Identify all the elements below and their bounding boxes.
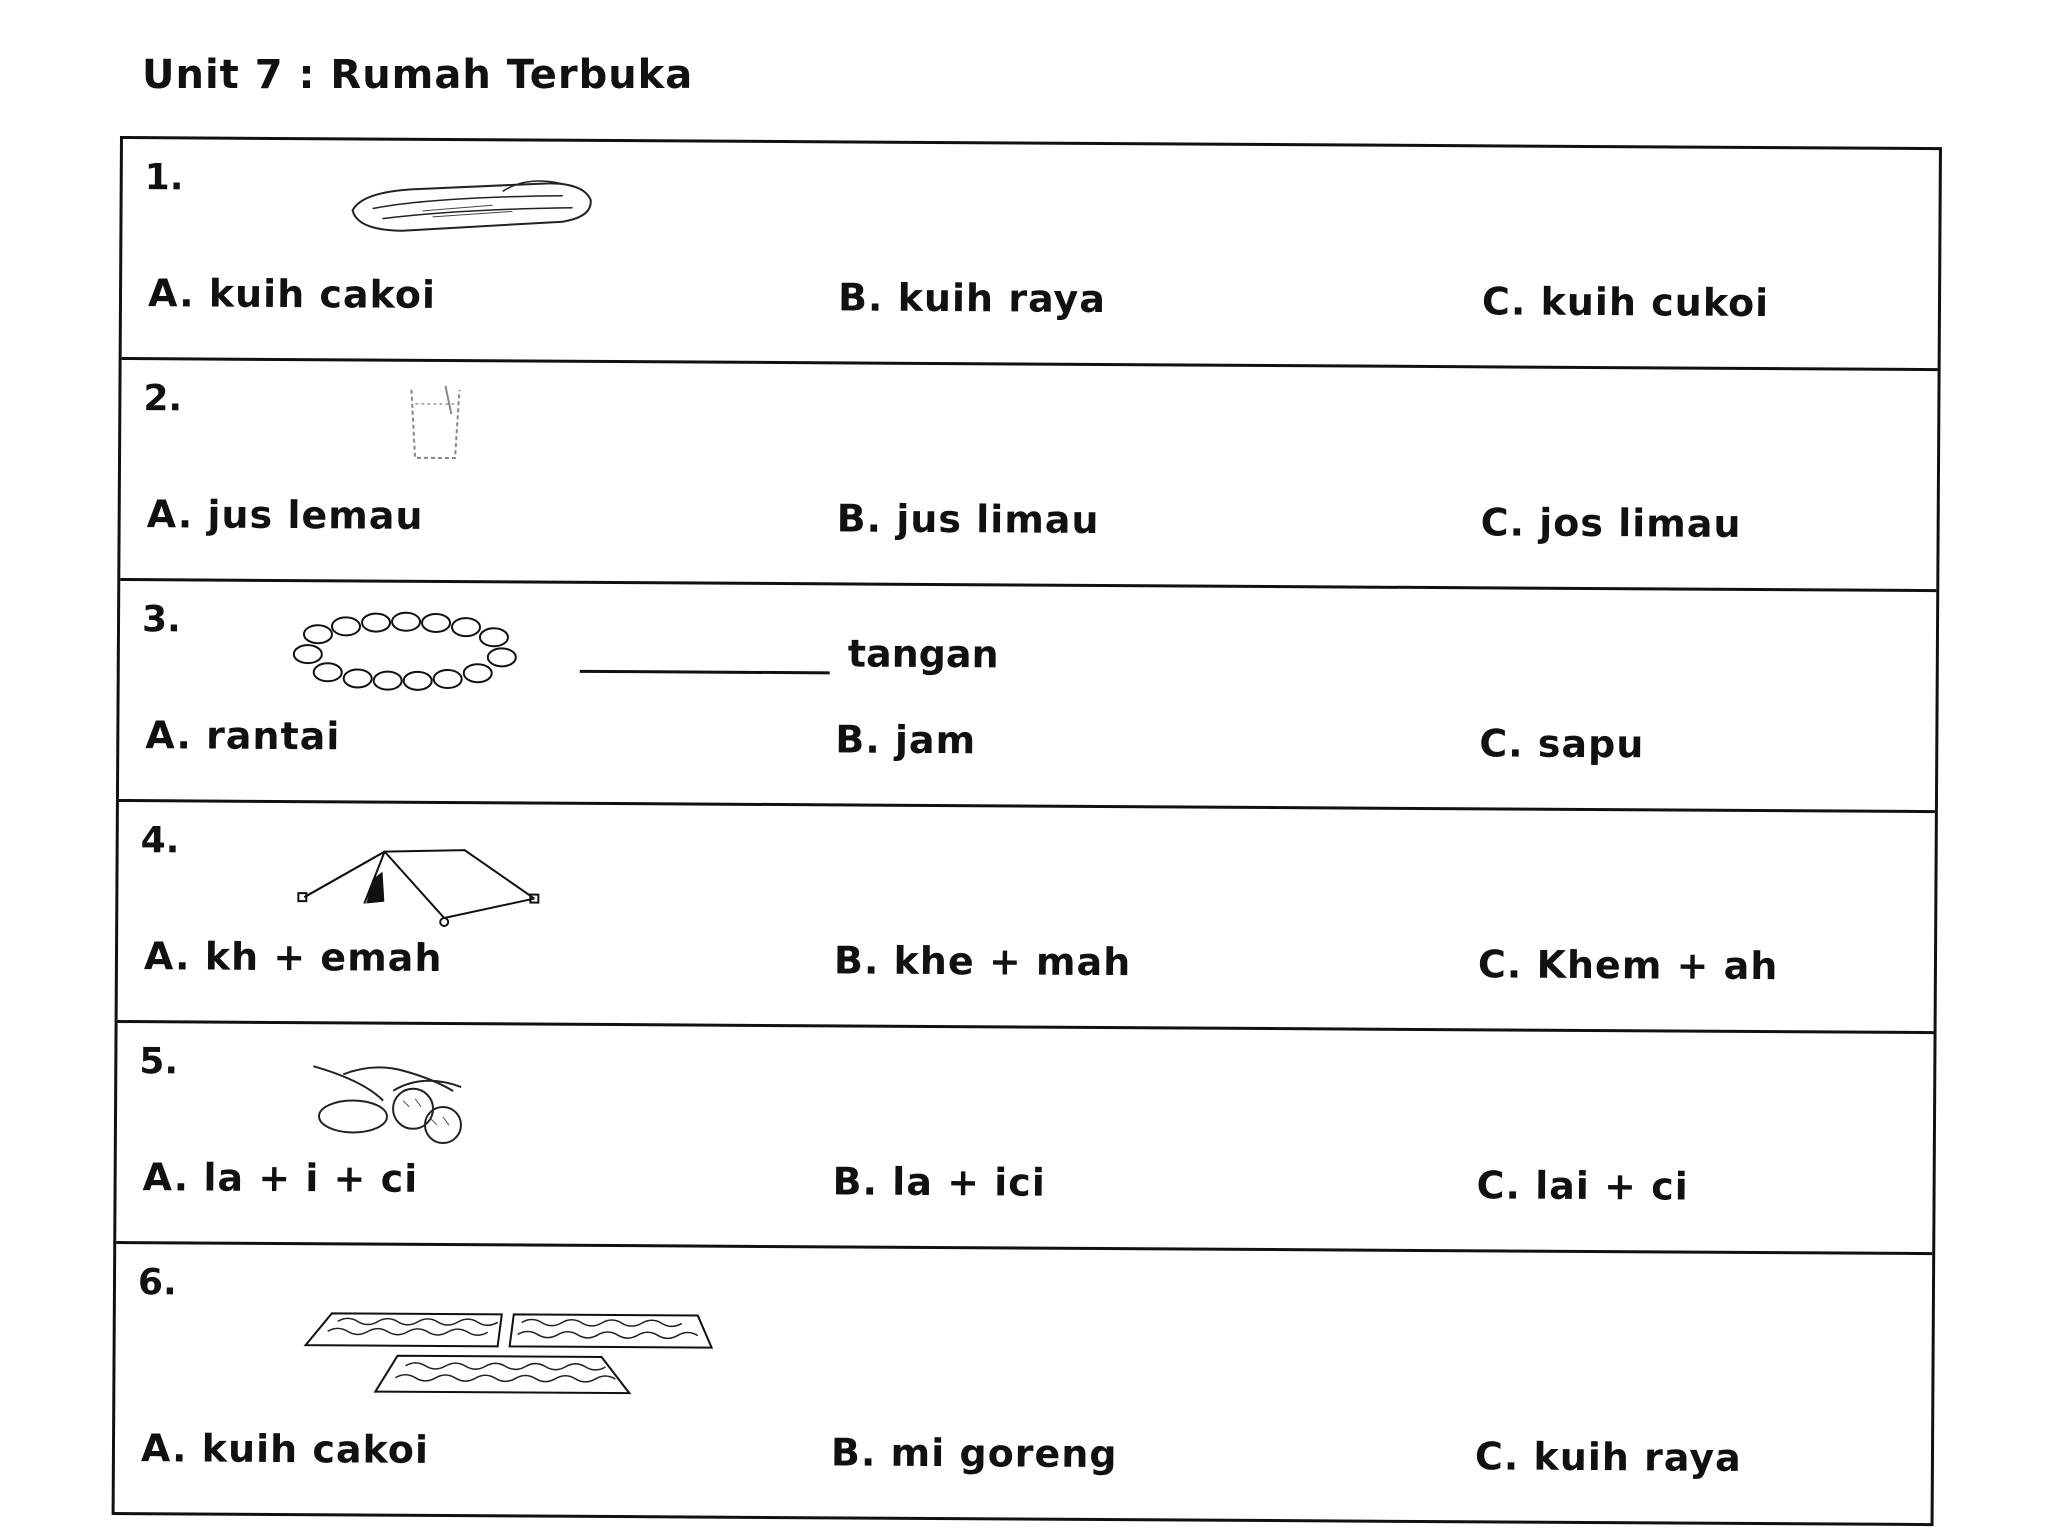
question-number: 3. xyxy=(141,599,181,641)
option-a[interactable]: A. rantai xyxy=(145,713,341,759)
question-row xyxy=(118,802,1935,1034)
question-row xyxy=(115,1244,1933,1523)
noodle-trays-icon xyxy=(301,1305,722,1412)
option-c[interactable]: C. sapu xyxy=(1479,721,1645,767)
question-number: 6. xyxy=(137,1262,177,1304)
option-a[interactable]: A. la + i + ci xyxy=(142,1155,419,1201)
kuih-icon xyxy=(342,160,603,246)
answer-blank[interactable] xyxy=(580,670,830,675)
question-row xyxy=(120,360,1937,592)
question-row xyxy=(122,139,1939,371)
option-b[interactable]: B. jus limau xyxy=(836,496,1100,542)
option-a[interactable]: A. kh + emah xyxy=(143,934,443,980)
question-number: 4. xyxy=(140,820,180,862)
option-c[interactable]: C. jos limau xyxy=(1480,500,1742,546)
option-a[interactable]: A. kuih cakoi xyxy=(147,271,437,317)
question-number: 2. xyxy=(143,378,183,420)
glass-icon xyxy=(405,384,466,468)
tent-icon xyxy=(294,841,545,937)
option-b[interactable]: B. khe + mah xyxy=(833,938,1132,985)
option-b[interactable]: B. mi goreng xyxy=(830,1430,1118,1477)
option-b[interactable]: B. jam xyxy=(835,717,977,763)
option-c[interactable]: C. lai + ci xyxy=(1476,1163,1689,1209)
question-row xyxy=(119,581,1936,813)
option-c[interactable]: C. kuih cukoi xyxy=(1481,279,1770,326)
question-number: 1. xyxy=(144,157,184,199)
option-b[interactable]: B. kuih raya xyxy=(837,275,1107,322)
question-number: 5. xyxy=(139,1041,179,1083)
option-c[interactable]: C. kuih raya xyxy=(1474,1434,1742,1480)
worksheet-title: Unit 7 : Rumah Terbuka xyxy=(142,52,694,98)
option-a[interactable]: A. jus lemau xyxy=(146,492,424,538)
option-c[interactable]: C. Khem + ah xyxy=(1477,942,1779,989)
bracelet-icon xyxy=(288,612,529,697)
option-b[interactable]: B. la + ici xyxy=(832,1159,1046,1205)
question-table xyxy=(112,136,1942,1526)
lychee-icon xyxy=(303,1060,474,1155)
question-row xyxy=(116,1023,1933,1255)
option-a[interactable]: A. kuih cakoi xyxy=(140,1426,430,1472)
phrase-ending: tangan xyxy=(847,631,999,677)
